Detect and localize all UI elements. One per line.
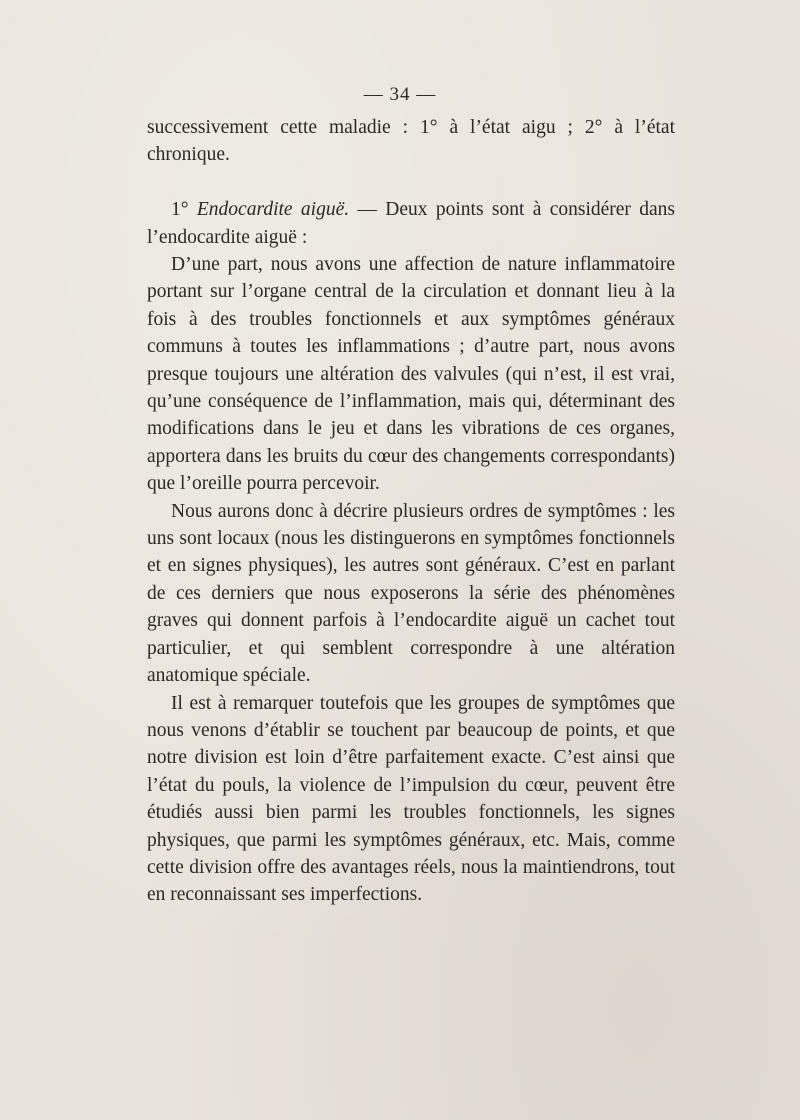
section-number: 1° [171,199,197,221]
paragraph-4: Nous aurons donc à décrire plusieurs ordres de symptômes : les uns sont locaux (nous les distinguerons en symptômes fonctionnels et en signes physiques), les autres sont généraux. C’est en parlant de ces derniers que nous exposerons la série des phénomènes graves qui donnent parfois à l’endocardite aiguë un cachet tout particulier, et qui semblent correspondre à une altération anatomique spéciale. [147,500,675,687]
paragraph-5: Il est à remarquer toutefois que les groupes de symptômes que nous venons d’établir se touchent par beaucoup de points, et que notre division est loin d’être parfaitement exacte. C’est ainsi que l’état du pouls, la violence de l’impulsion du cœur, peuvent être étudiés aussi bien parmi les troubles fonctionnels, les signes physiques, que parmi les symptômes généraux, etc. Mais, comme cette division offre des avantages réels, nous la maintiendrons, tout en reconnaissant ses imperfections. [147,692,675,906]
page-number: — 34 — [363,84,437,105]
section-intro: — Deux points sont à considérer dans l’endocardite aiguë : [147,199,675,248]
section-heading: Endocardite aiguë. [196,199,350,221]
paragraph-3: D’une part, nous avons une affection de nature inflammatoire portant sur l’organe central de la circulation et donnant lieu à la fois à des troubles fonctionnels et aux symptômes généraux communs à toutes les inflammations ; d’autre part, nous avons presque toujours une altération des valvules (qui n’est, il est vrai, qu’une conséquence de l’inflammation, mais qui, déterminant des modifications dans le jeu et dans les vibrations de ces organes, apportera dans les bruits du cœur des changements correspondants) que l’oreille pourra percevoir. [147,254,675,495]
paragraph-2 [147,196,675,251]
paragraph-1: successivement cette maladie : 1° à l’état aigu ; 2° à l’état chronique. [147,117,675,166]
page-body [147,114,675,909]
